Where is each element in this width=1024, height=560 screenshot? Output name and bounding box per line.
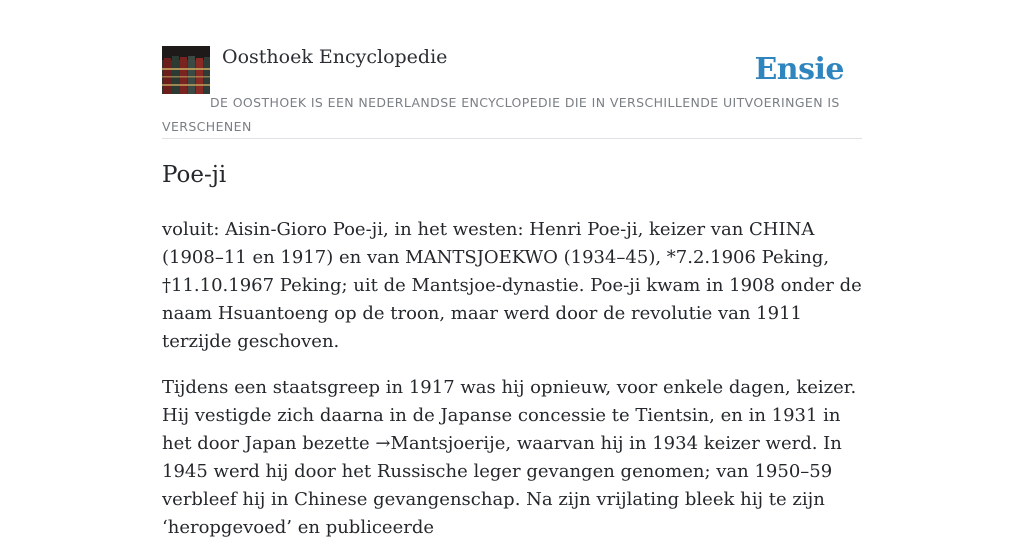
encyclopedia-books-image (162, 46, 210, 94)
paragraph-text: voluit: Aisin-Gioro Poe-ji, in het westen: Henri Poe-ji, keizer van (162, 219, 750, 240)
entry-body (162, 216, 862, 560)
paragraph-text: Tijdens een staatsgreep in 1917 was hij opnieuw, voor enkele dagen, keizer. Hij vestigde zich daarna in de Japanse concessie te Tientsin, en in 1931 in het door Japan bezette (162, 377, 857, 454)
entry-paragraph-1 (162, 216, 862, 356)
cross-reference-china[interactable]: CHINA (749, 219, 815, 240)
cross-reference-mantsjoekwo[interactable]: MANTSJOEKWO (405, 247, 558, 268)
paragraph-text: (1934–45), *7.2.1906 Peking, †11.10.1967 Peking; uit de Mantsjoe-dynastie. Poe-ji kwam in 1908 onder de naam Hsuantoeng op de troon, maar werd door de revolutie van 1911 terzijde geschoven. (162, 247, 862, 352)
page-container (162, 46, 862, 538)
entry-title: Poe-ji (162, 162, 227, 188)
entry-paragraph-2 (162, 374, 862, 542)
cross-reference-mantsjoerije[interactable]: →Mantsjoerije (375, 433, 506, 454)
source-description: DE OOSTHOEK IS EEN NEDERLANDSE ENCYCLOPEDIE DIE IN VERSCHILLENDE UITVOERINGEN IS VERSCHENEN (162, 95, 840, 134)
source-title[interactable]: Oosthoek Encyclopedie (222, 46, 448, 68)
source-header (162, 46, 862, 139)
source-avatar[interactable] (162, 46, 210, 94)
paragraph-text: (1908–11 en 1917) en van (162, 247, 406, 268)
paragraph-text: , waarvan hij in 1934 keizer werd. In 1945 werd hij door het Russische leger gevangen genomen; van 1950–59 verbleef hij in Chinese gevangenschap. Na zijn vrijlating bleek hij te zijn ‘heropgevoed’ en publiceerde (162, 433, 842, 538)
ensie-logo[interactable]: Ensie (754, 52, 844, 87)
